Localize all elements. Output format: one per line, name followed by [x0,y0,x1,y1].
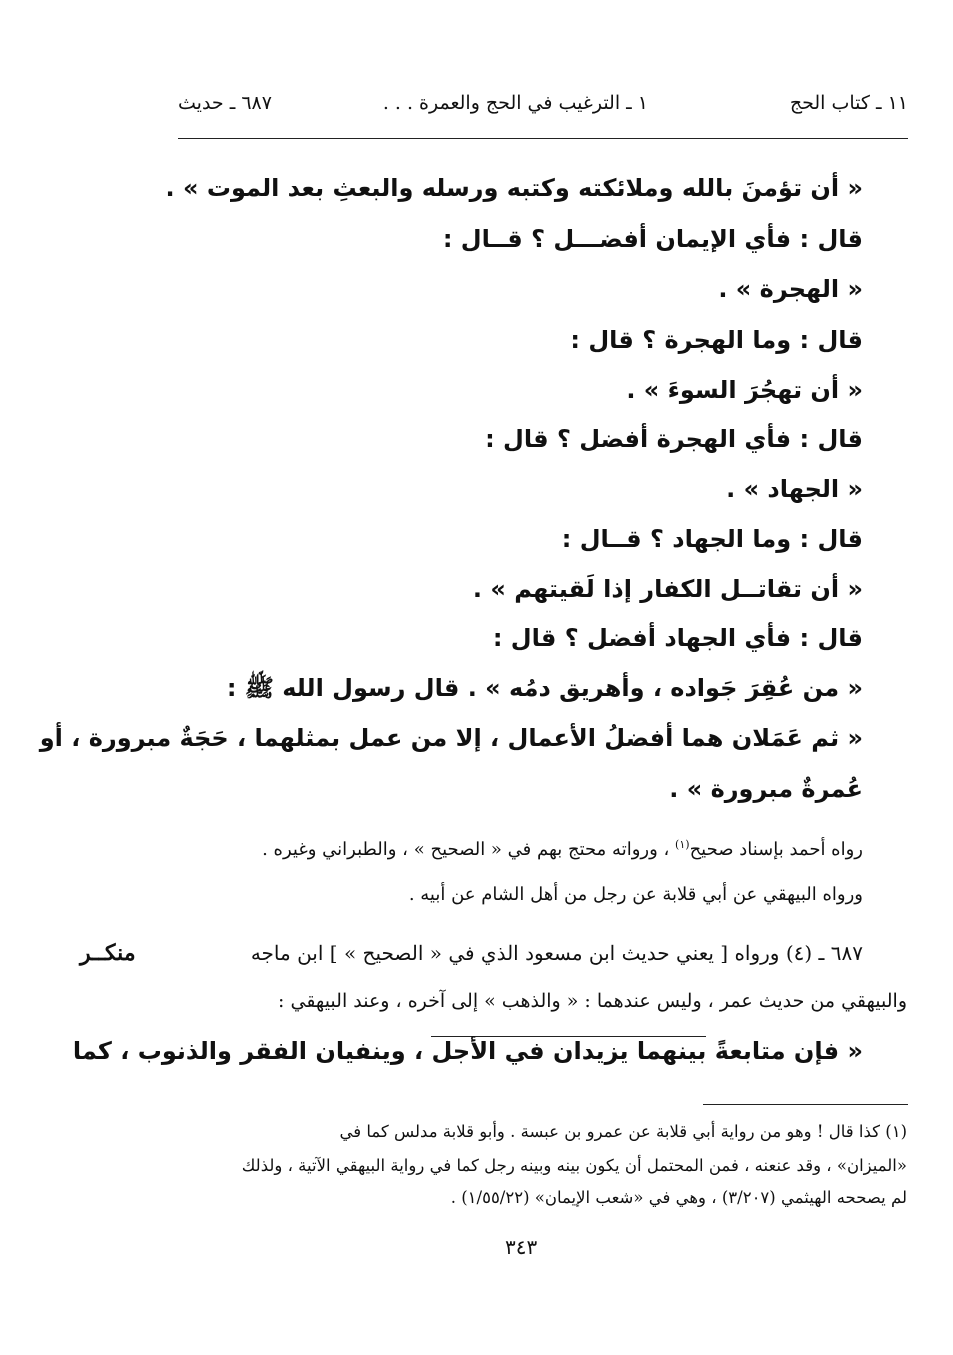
body-line: قال : فأي الإيمان أفضـــل ؟ قــال : [442,225,863,253]
footnote-line: (١) كذا قال ! وهو من رواية أبي قلابة عن عمرو بن عبسة . وأبو قلابة مدلس كما في [339,1122,907,1141]
narration-text: ، ورواته محتج بهم في « الصحيح » ، والطبراني وغيره . [262,839,676,860]
hadith-line: ٦٨٧ ـ (٤) ورواه [ يعني حديث ابن مسعود الذي في « الصحيح » ] ابن ماجه [250,941,863,965]
narration-line: ورواه البيهقي عن أبي قلابة عن رجل من أهل الشام عن أبيه . [408,884,863,905]
footnote-marker: (١) [675,838,690,851]
header-section: ١ ـ الترغيب في الحج والعمرة . . . [382,92,648,114]
body-line: « الهجرة » . [718,275,863,303]
grade-note: منكــر [80,940,136,966]
body-line: « أن تقاتــل الكفار إذا لَقيتهم » . [472,575,863,603]
body-line: « أن تؤمنَ بالله وملائكته وكتبه ورسله والبعثِ بعد الموت » . [165,174,863,202]
narration-line [262,832,863,863]
hadith-quote-line [73,1035,863,1067]
running-header [178,92,908,126]
body-line: قال : وما الهجرة ؟ قال : [570,326,863,354]
body-line: « ثم عَمَلان هما أفضلُ الأعمال ، إلا من عمل بمثلهما ، حَجَةٌ مبرورة ، أو [39,724,863,752]
page-number: ٣٤٣ [505,1235,538,1259]
footnote-line: لم يصححه الهيثمي (٣/٢٠٧) ، وهي في «شعب الإيمان» (١/٥٥/٢٢) . [450,1188,907,1207]
body-line: « من عُقِرَ جَواده ، وأهريق دمُه » . قال رسول الله ﷺ : [226,674,863,702]
narration-text: رواه أحمد بإسناد صحيح [689,839,863,860]
header-chapter: ١١ ـ كتاب الحج [789,92,908,114]
hadith-line: والبيهقي من حديث عمر ، وليس عندهما : « والذهب » إلى آخره ، وعند البيهقي : [278,990,907,1012]
body-line: عُمرةٌ مبرورة » . [669,775,863,803]
body-line: قال : وما الجهاد ؟ قــال : [561,525,863,553]
footnote-line: «الميزان» ، وقد عنعنه ، فمن المحتمل أن يكون بينه وبينه رجل كما في رواية البيهقي الآتية ، ولذلك [241,1156,907,1175]
overlined-text: بينهما يزيدان في الأجل [431,1037,707,1065]
body-line: قال : فأي الهجرة أفضل ؟ قال : [485,425,863,453]
body-line: « الجهاد » . [726,475,863,503]
quote-text: « فإن متابعةً [706,1037,863,1065]
quote-text: ، وينفيان الفقر والذنوب ، كما [72,1037,432,1065]
body-line: قال : فأي الجهاد أفضل ؟ قال : [492,624,863,652]
footnote-divider [703,1104,908,1105]
body-line: « أن تهجُرَ السوءَ » . [626,376,863,404]
header-divider [178,138,908,139]
header-hadith-ref: ٦٨٧ ـ حديث [178,92,272,114]
